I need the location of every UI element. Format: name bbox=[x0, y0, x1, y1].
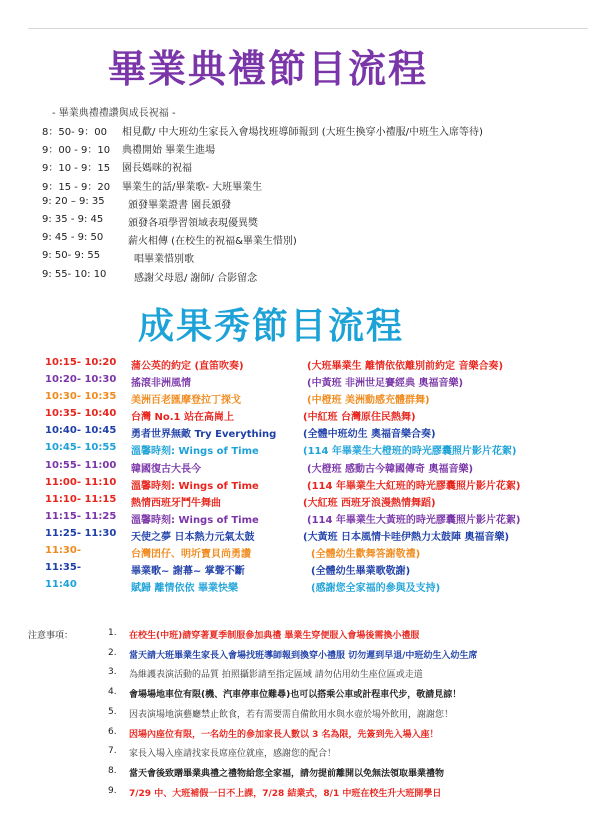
note-text: 會場場地車位有限(機、汽車停車位難尋)也可以搭乘公車或計程車代步，敬請見諒！ bbox=[129, 690, 462, 701]
program-time: 10:45- 10:55 bbox=[45, 442, 117, 454]
schedule-desc: 感謝父母恩/ 謝師/ 合影留念 bbox=[134, 272, 258, 284]
note-number: 8. bbox=[108, 765, 117, 776]
notes-label: 注意事項： bbox=[28, 631, 74, 641]
program-time: 11:40 bbox=[45, 579, 77, 591]
program-time: 10:30- 10:35 bbox=[45, 391, 117, 403]
program-name: 溫馨時刻: Wings of Time bbox=[131, 480, 259, 492]
program-name: 蒲公英的約定 (直笛吹奏) bbox=[131, 361, 244, 372]
note-number: 5. bbox=[108, 706, 117, 717]
schedule-time: 9: 35 - 9: 45 bbox=[42, 213, 104, 225]
program-credit: (感謝您全家福的參與及支持) bbox=[311, 583, 441, 595]
note-text: 家長入場入座請找家長席座位就座，感謝您的配合！ bbox=[129, 749, 337, 760]
note-text: 因表演場地演藝廳禁止飲食，若有需要需自備飲用水與水壺於場外飲用，謝謝您！ bbox=[129, 709, 454, 720]
schedule-time: 9：00 - 9：10 bbox=[42, 145, 111, 157]
schedule-desc: 頒發畢業證書 園長頒發 bbox=[128, 199, 232, 211]
program-time: 10:35- 10:40 bbox=[45, 408, 117, 420]
schedule-time: 9: 45 - 9: 50 bbox=[42, 232, 104, 244]
program-name: 賦歸 離情依依 畢業快樂 bbox=[131, 583, 238, 595]
showcase-title: 成果秀節目流程 bbox=[138, 306, 405, 347]
schedule-desc: 唱畢業惜別歌 bbox=[134, 254, 194, 266]
program-name: 畢業歌~ 謝幕~ 掌聲不斷 bbox=[131, 566, 245, 578]
note-text: 為維護表演活動的品質 拍照攝影請至指定區域 請勿佔用幼生座位區或走道 bbox=[129, 670, 423, 681]
schedule-time: 9：15 - 9：20 bbox=[42, 181, 111, 193]
program-credit: (114 年畢業生大黃班的時光膠囊照片影片花絮) bbox=[307, 514, 521, 526]
program-credit: (全體幼生畢業歌敬謝) bbox=[311, 566, 411, 578]
schedule-desc: 園長媽咪的祝福 bbox=[122, 163, 192, 175]
schedule-time: 9: 50- 9: 55 bbox=[42, 250, 101, 262]
program-credit: (全體中班幼生 奧福音樂合奏) bbox=[303, 429, 436, 441]
program-time: 10:15- 10:20 bbox=[45, 357, 117, 368]
schedule-time: 8：50- 9：00 bbox=[42, 127, 107, 138]
program-credit: (大黃班 日本風情卡哇伊熱力太鼓陣 奧福音樂) bbox=[303, 531, 510, 543]
note-number: 7. bbox=[108, 746, 117, 757]
program-credit: (114 年畢業生大紅班的時光膠囊照片影片花絮) bbox=[307, 480, 521, 492]
schedule-desc: 相見歡/ 中大班幼生家長入會場找班導師報到 (大班生換穿小禮服/中班生入席等待) bbox=[122, 127, 483, 138]
note-number: 9. bbox=[108, 785, 117, 796]
program-name: 搖滾非洲風情 bbox=[131, 378, 191, 390]
program-time: 11:10- 11:15 bbox=[45, 493, 117, 505]
program-name: 美洲百老匯摩登拉丁探戈 bbox=[131, 395, 241, 407]
note-number: 4. bbox=[108, 687, 117, 698]
program-time: 10:20- 10:30 bbox=[45, 374, 117, 386]
schedule-desc: 畢業生的話/畢業歌- 大班畢業生 bbox=[122, 181, 263, 193]
note-number: 1. bbox=[108, 628, 117, 638]
note-text: 當天會後致贈畢業典禮之禮物給您全家福，請勿提前離開以免無法領取畢業禮物 bbox=[129, 768, 445, 779]
note-text: 當天請大班畢業生家長入會場找班導師報到換穿小禮服 切勿遲到早退/中班幼生入幼生席 bbox=[129, 650, 478, 661]
schedule-time: 9: 55- 10: 10 bbox=[42, 268, 107, 280]
note-text: 7/29 中、大班補假一日不上課，7/28 結業式，8/1 中班在校生升大班開學日 bbox=[129, 788, 442, 799]
program-time: 11:30- bbox=[45, 545, 81, 557]
program-name: 勇者世界無敵 Try Everything bbox=[131, 429, 277, 441]
program-credit: (大橙班 感動古今韓國傳奇 奧福音樂) bbox=[307, 463, 474, 475]
program-credit: (中紅班 台灣原住民熱舞) bbox=[303, 412, 416, 424]
program-time: 11:15- 11:25 bbox=[45, 510, 117, 522]
program-time: 11:00- 11:10 bbox=[45, 476, 117, 488]
program-name: 溫馨時刻: Wings of Time bbox=[131, 514, 259, 526]
program-credit: (114 年畢業生大橙班的時光膠囊照片影片花絮) bbox=[303, 446, 517, 458]
program-time: 11:35- bbox=[45, 562, 81, 574]
schedule-time: 9：10 - 9：15 bbox=[42, 163, 111, 175]
schedule-desc: 薪火相傳 (在校生的祝福&畢業生惜別) bbox=[128, 236, 297, 248]
schedule-desc: 典禮開始 畢業生進場 bbox=[122, 145, 216, 157]
program-name: 台灣囝仔、明圻寶貝尚勇讚 bbox=[131, 549, 251, 561]
program-time: 11:25- 11:30 bbox=[45, 527, 117, 539]
note-text: 因場內座位有限，一名幼生的參加家長人數以 3 名為限，先簽到先入場入座！ bbox=[129, 729, 439, 740]
program-name: 天使之夢 日本熱力元氣太鼓 bbox=[131, 531, 255, 543]
program-name: 韓國復古大長今 bbox=[131, 463, 201, 475]
program-time: 10:40- 10:45 bbox=[45, 425, 117, 437]
program-time: 10:55- 11:00 bbox=[45, 459, 117, 471]
note-text: 在校生(中班)請穿著夏季制服參加典禮 畢業生穿便服入會場後需換小禮服 bbox=[129, 631, 420, 641]
ceremony-title: 畢業典禮節目流程 bbox=[108, 47, 429, 91]
program-name: 熱情西班牙鬥牛舞曲 bbox=[131, 497, 221, 509]
ceremony-subtitle: - 畢業典禮禮讚與成長祝福 - bbox=[52, 108, 176, 119]
program-credit: (中黃班 非洲世足賽經典 奧福音樂) bbox=[307, 378, 464, 390]
note-number: 2. bbox=[108, 647, 117, 658]
program-credit: (全體幼生歡舞答謝敬禮) bbox=[311, 549, 421, 561]
program-name: 溫馨時刻: Wings of Time bbox=[131, 446, 259, 458]
schedule-desc: 頒發各項學習領域表現優異獎 bbox=[128, 217, 258, 229]
program-credit: (大班畢業生 離情依依離別前約定 音樂合奏) bbox=[307, 361, 504, 372]
note-number: 3. bbox=[108, 667, 117, 678]
program-credit: (大紅班 西班牙浪漫熱情舞蹈) bbox=[303, 497, 436, 509]
program-credit: (中橙班 美洲動感充體群舞) bbox=[307, 395, 430, 407]
program-name: 台灣 No.1 站在高崗上 bbox=[131, 412, 234, 424]
note-number: 6. bbox=[108, 726, 117, 737]
schedule-time: 9: 20 – 9: 35 bbox=[42, 195, 105, 207]
top-divider bbox=[28, 28, 588, 29]
